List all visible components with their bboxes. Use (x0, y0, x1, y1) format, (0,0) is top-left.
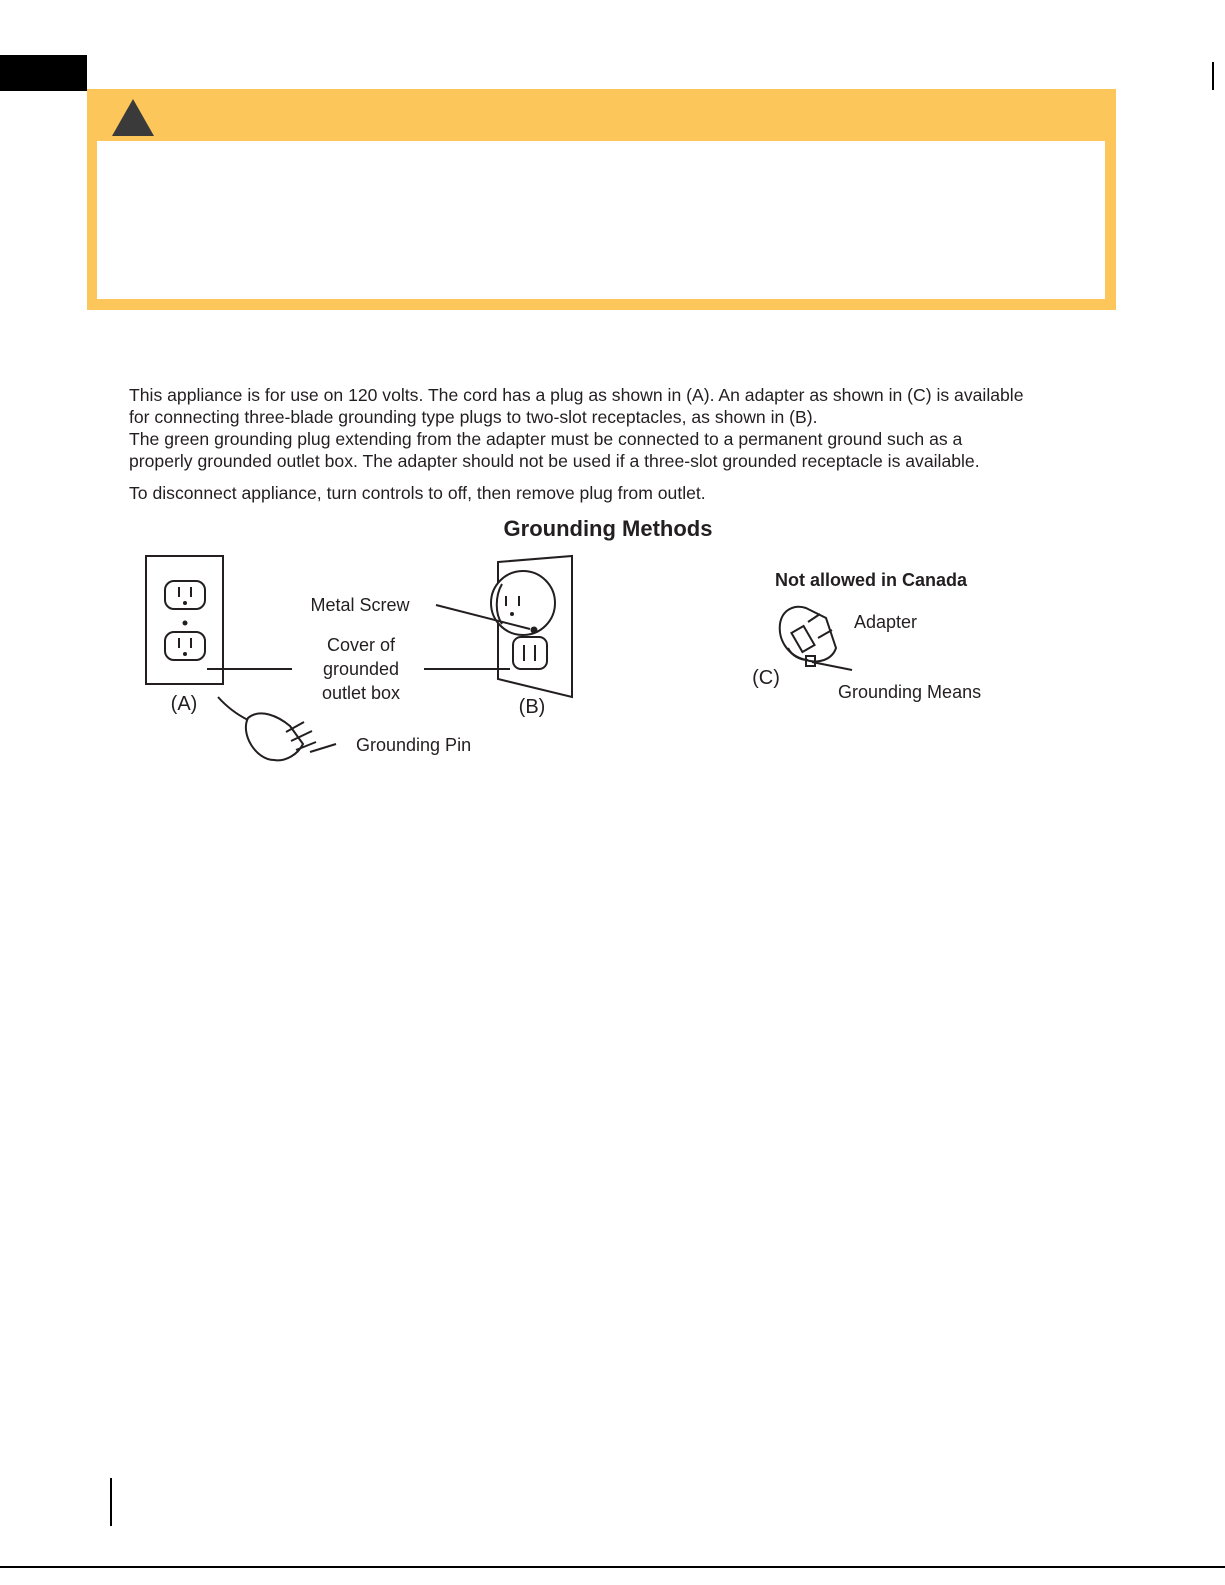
paragraph-line: properly grounded outlet box. The adapter should not be used if a three-slot grounded receptacle is available. (129, 451, 980, 471)
label-grounding-pin: Grounding Pin (356, 735, 472, 755)
label-metal-screw: Metal Screw (310, 595, 410, 615)
figure-title: Grounding Methods (503, 516, 713, 541)
adapter-body (491, 571, 555, 635)
paragraph-line: This appliance is for use on 120 volts. The cord has a plug as shown in (A). An adapter as shown in (C) is available (129, 385, 1024, 405)
grounding-diagram (0, 540, 1225, 780)
two-slot-receptacle (513, 637, 547, 669)
label-cover-line1: Cover of (326, 635, 396, 655)
paragraph-line: for connecting three-blade grounding type plugs to two-slot receptacles, as shown in (B). (129, 407, 818, 427)
wall-plate-a (146, 556, 223, 684)
label-c: (C) (752, 667, 780, 689)
bottom-rule (0, 1566, 1225, 1568)
label-cover-line2: grounded (322, 659, 400, 679)
metal-screw (531, 627, 538, 634)
paragraph-line: The green grounding plug extending from the adapter must be connected to a permanent ground such as a (129, 429, 963, 449)
section-tab (0, 55, 87, 91)
label-adapter: Adapter (854, 612, 918, 632)
label-a: (A) (170, 693, 198, 715)
outlet-a-illustration (146, 556, 223, 684)
label-b: (B) (518, 696, 546, 718)
instructions-text (129, 384, 1085, 504)
label-not-allowed: Not allowed in Canada (774, 570, 968, 590)
adapter-c-illustration (780, 607, 852, 670)
outlet-b-illustration (491, 556, 572, 697)
label-grounding-means: Grounding Means (838, 682, 982, 702)
warning-box (87, 89, 1116, 310)
footer-bar (110, 1478, 112, 1526)
three-prong-plug-illustration (218, 697, 336, 760)
warning-content (97, 141, 1105, 299)
label-cover-line3: outlet box (321, 683, 401, 703)
warning-triangle-icon (110, 97, 156, 137)
paragraph-line: To disconnect appliance, turn controls to off, then remove plug from outlet. (129, 483, 706, 503)
page-edge-mark (1212, 62, 1214, 90)
